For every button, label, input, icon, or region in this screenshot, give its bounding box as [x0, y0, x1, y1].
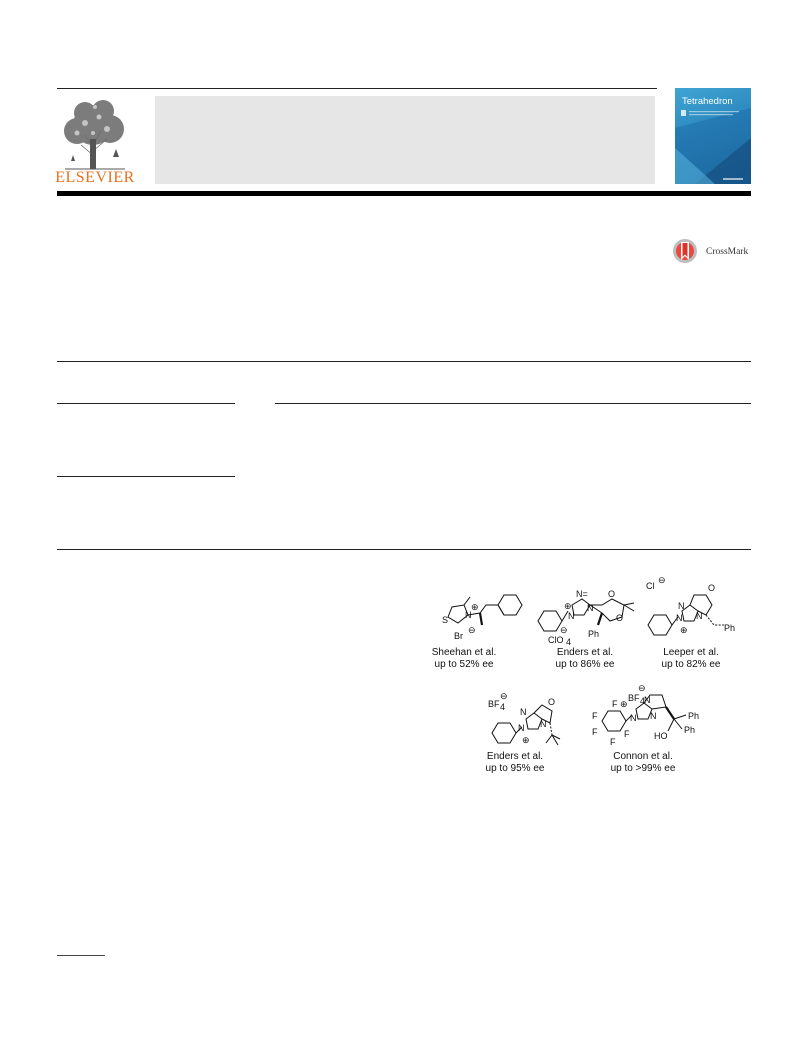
catalyst-5-caption: Connon et al. up to >99% ee — [610, 751, 676, 774]
structure-enders-1 — [532, 575, 642, 647]
svg-text:N: N — [678, 601, 685, 611]
svg-text:Ph: Ph — [684, 725, 696, 735]
catalyst-scheme — [410, 575, 750, 785]
svg-text:O: O — [708, 583, 716, 593]
svg-text:O: O — [548, 697, 556, 707]
structure-enders-2 — [480, 693, 580, 755]
structure-connon — [590, 681, 720, 755]
publisher-wordmark: ELSEVIER — [55, 169, 135, 186]
svg-text:F: F — [592, 711, 598, 721]
svg-text:O: O — [616, 613, 624, 623]
article-info-bottom-rule — [57, 549, 751, 550]
abstract-rule — [275, 403, 751, 404]
header-thick-rule — [57, 191, 751, 196]
svg-text:S: S — [442, 615, 449, 625]
svg-text:BF: BF — [628, 693, 640, 703]
svg-text:4: 4 — [500, 702, 506, 712]
svg-text:Ph: Ph — [724, 623, 736, 633]
catalyst-2-caption: Enders et al. up to 86% ee — [555, 647, 615, 670]
catalyst-4-caption: Enders et al. up to 95% ee — [485, 751, 545, 774]
svg-text:Ph: Ph — [588, 629, 600, 639]
cover-title: Tetrahedron — [682, 96, 733, 107]
svg-text:⊖: ⊖ — [638, 683, 646, 693]
svg-text:N: N — [644, 695, 651, 705]
structure-leeper — [644, 575, 744, 647]
svg-text:⊕: ⊕ — [522, 735, 530, 745]
svg-text:F: F — [624, 729, 630, 739]
svg-text:⊕: ⊕ — [471, 602, 479, 612]
svg-text:⊖: ⊖ — [560, 625, 568, 635]
svg-text:O: O — [608, 589, 616, 599]
svg-text:N: N — [650, 711, 657, 721]
svg-text:ClO: ClO — [548, 635, 564, 645]
svg-text:N=: N= — [576, 589, 588, 599]
svg-text:N: N — [587, 603, 594, 613]
svg-text:Cl: Cl — [646, 581, 655, 591]
svg-text:⊖: ⊖ — [658, 575, 666, 585]
svg-text:F: F — [610, 737, 616, 747]
svg-text:N: N — [518, 723, 525, 733]
svg-text:4: 4 — [640, 696, 646, 706]
article-info-top-rule — [57, 361, 751, 362]
svg-text:F: F — [592, 727, 598, 737]
svg-text:N: N — [696, 611, 703, 621]
svg-text:Ph: Ph — [688, 711, 700, 721]
svg-text:⊖: ⊖ — [468, 625, 476, 635]
svg-text:N: N — [630, 713, 637, 723]
svg-text:HO: HO — [654, 731, 668, 741]
article-info-rule — [57, 403, 235, 404]
header-top-rule — [57, 88, 657, 89]
structure-sheehan — [440, 583, 530, 643]
svg-text:N: N — [465, 610, 472, 620]
crossmark-label: CrossMark — [706, 247, 749, 257]
svg-text:Br: Br — [454, 631, 463, 641]
svg-text:⊕: ⊕ — [620, 699, 628, 709]
svg-text:N: N — [568, 611, 575, 621]
journal-banner — [155, 96, 655, 184]
footnote-rule — [57, 955, 105, 956]
svg-text:N: N — [520, 707, 527, 717]
svg-text:F: F — [612, 699, 618, 709]
journal-cover-thumbnail[interactable] — [675, 88, 751, 184]
catalyst-1-caption: Sheehan et al. up to 52% ee — [431, 647, 497, 670]
keywords-rule — [57, 476, 235, 477]
svg-text:N: N — [676, 613, 683, 623]
svg-text:4: 4 — [566, 637, 572, 647]
catalyst-3-caption: Leeper et al. up to 82% ee — [661, 647, 721, 670]
svg-text:⊕: ⊕ — [564, 601, 572, 611]
svg-text:⊖: ⊖ — [500, 693, 508, 701]
svg-text:N: N — [540, 719, 547, 729]
svg-text:BF: BF — [488, 699, 500, 709]
svg-text:⊕: ⊕ — [680, 625, 688, 635]
